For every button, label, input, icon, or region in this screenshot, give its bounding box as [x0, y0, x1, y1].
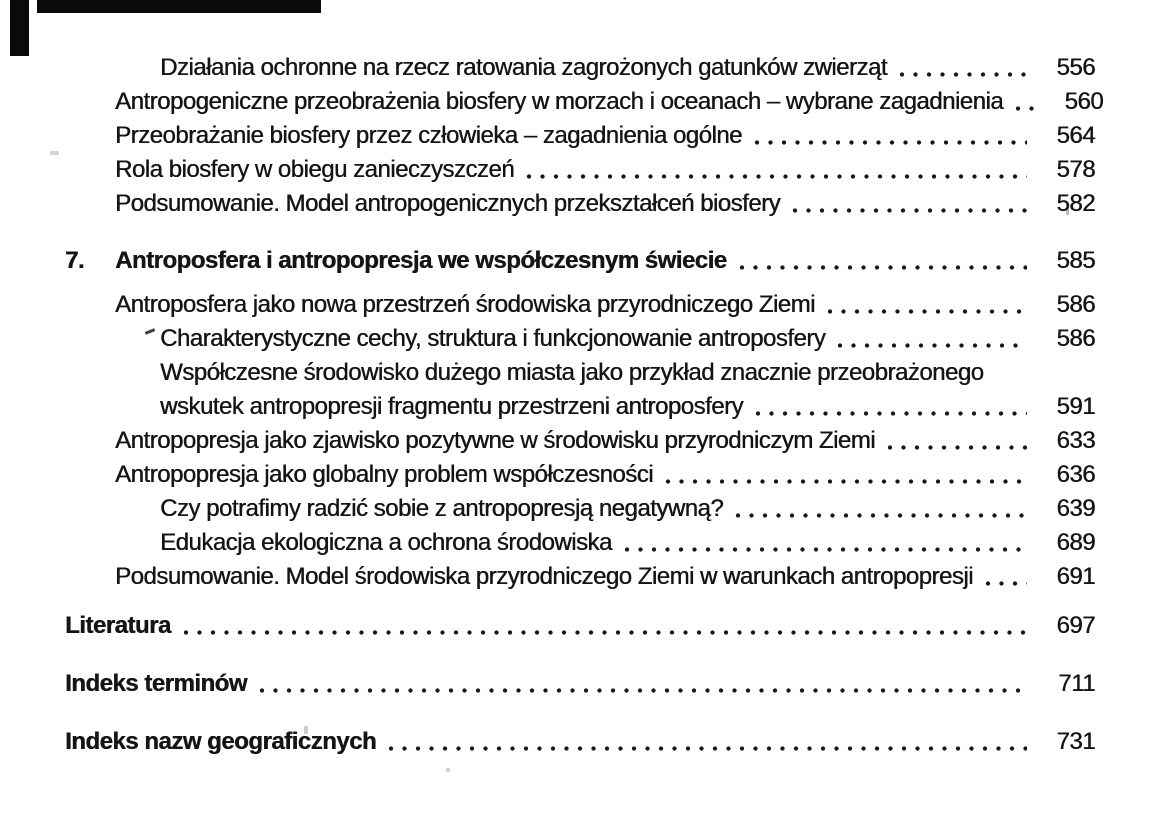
chapter-title: Antroposfera i antropopresja we współczesnym świecie: [115, 247, 727, 274]
dot-leader: [899, 71, 1027, 78]
dot-leader: [754, 139, 1027, 146]
page-number: 586: [1056, 325, 1095, 352]
toc-entry-text: Antropopresja jako zjawisko pozytywne w środowisku przyrodniczym Ziemi: [115, 427, 875, 454]
dot-leader: [526, 173, 1027, 180]
page-number: 585: [1056, 247, 1095, 274]
toc-entry-row: [65, 51, 1095, 85]
scan-artifact-smudge: [50, 151, 59, 155]
backmatter-title: Indeks terminów: [65, 670, 247, 697]
page-number: 564: [1056, 122, 1095, 149]
dot-leader: [792, 207, 1027, 214]
page-number: 689: [1056, 529, 1095, 556]
scan-artifact-smudge: [446, 768, 450, 772]
dot-leader: [624, 546, 1027, 553]
backmatter-title: Indeks nazw geograficznych: [65, 728, 377, 755]
toc-entry-text: Podsumowanie. Model antropogenicznych przekształceń biosfery: [115, 190, 781, 217]
page-number: 556: [1056, 54, 1095, 81]
toc-entry-row: [65, 153, 1095, 187]
table-of-contents: [65, 51, 1104, 759]
page-number: 711: [1058, 670, 1095, 697]
page-number: 591: [1056, 393, 1095, 420]
backmatter-row-literatura: [65, 609, 1095, 643]
scan-artifact-vertical-bar: [10, 0, 29, 56]
toc-entry-text: Rola biosfery w obiegu zanieczyszczeń: [115, 156, 515, 183]
toc-entry-row: [65, 322, 1095, 356]
dot-leader: [827, 308, 1027, 315]
backmatter-row-indeks-terminow: [65, 667, 1095, 701]
page-number: 586: [1056, 291, 1095, 318]
page-number: 731: [1056, 728, 1095, 755]
toc-entry-row: [65, 356, 1095, 390]
toc-entry-row: [65, 119, 1095, 153]
toc-entry-text: wskutek antropopresji fragmentu przestrzeni antroposfery: [160, 393, 743, 420]
page-number: 582: [1056, 190, 1095, 217]
dot-leader: [837, 342, 1027, 349]
toc-entry-text: Antropogeniczne przeobrażenia biosfery w morzach i oceanach – wybrane zagadnienia: [115, 88, 1004, 115]
scan-artifact-horizontal-bar: [37, 0, 321, 13]
chapter-row: [65, 244, 1095, 278]
backmatter-row-indeks-nazw-geograficznych: [65, 725, 1095, 759]
toc-entry-text: Antropopresja jako globalny problem współczesności: [115, 461, 653, 488]
toc-entry-row: [65, 187, 1095, 221]
toc-entry-text: Edukacja ekologiczna a ochrona środowiska: [160, 529, 612, 556]
toc-entry-row: [65, 390, 1095, 424]
dot-leader: [388, 745, 1027, 752]
dot-leader: [985, 580, 1027, 587]
page-number: 633: [1056, 427, 1095, 454]
toc-entry-text: Podsumowanie. Model środowiska przyrodniczego Ziemi w warunkach antropopresji: [115, 563, 973, 590]
dot-leader: [1015, 105, 1035, 112]
toc-entry-row: [65, 526, 1095, 560]
toc-entry-text: Antroposfera jako nowa przestrzeń środowiska przyrodniczego Ziemi: [115, 291, 815, 318]
backmatter-title: Literatura: [65, 612, 171, 639]
page-number: 560: [1064, 88, 1104, 115]
dot-leader: [259, 687, 1027, 694]
dot-leader: [739, 264, 1027, 271]
toc-entry-row: [65, 458, 1095, 492]
toc-entry-row: [65, 560, 1095, 594]
dot-leader: [755, 410, 1027, 417]
dot-leader: [183, 629, 1027, 636]
toc-entry-text: Charakterystyczne cechy, struktura i funkcjonowanie antroposfery: [160, 325, 826, 352]
toc-entry-row: [65, 492, 1095, 526]
dot-leader: [887, 444, 1027, 451]
toc-entry-row: [65, 424, 1095, 458]
page-number: 639: [1056, 495, 1095, 522]
chapter-number: 7.: [65, 247, 85, 274]
toc-entry-row: [65, 85, 1104, 119]
toc-entry-text: Działania ochronne na rzecz ratowania zagrożonych gatunków zwierząt: [160, 54, 887, 81]
dot-leader: [735, 512, 1027, 519]
dot-leader: [665, 478, 1027, 485]
page-number: 578: [1056, 156, 1095, 183]
page-number: 636: [1056, 461, 1095, 488]
toc-entry-text: Przeobrażanie biosfery przez człowieka – zagadnienia ogólne: [115, 122, 742, 149]
page-number: 697: [1056, 612, 1095, 639]
toc-entry-text: Czy potrafimy radzić sobie z antropopresją negatywną?: [160, 495, 724, 522]
toc-entry-text: Współczesne środowisko dużego miasta jako przykład znacznie przeobrażonego: [160, 359, 984, 386]
toc-entry-row: [65, 288, 1095, 322]
page-number: 691: [1056, 563, 1095, 590]
